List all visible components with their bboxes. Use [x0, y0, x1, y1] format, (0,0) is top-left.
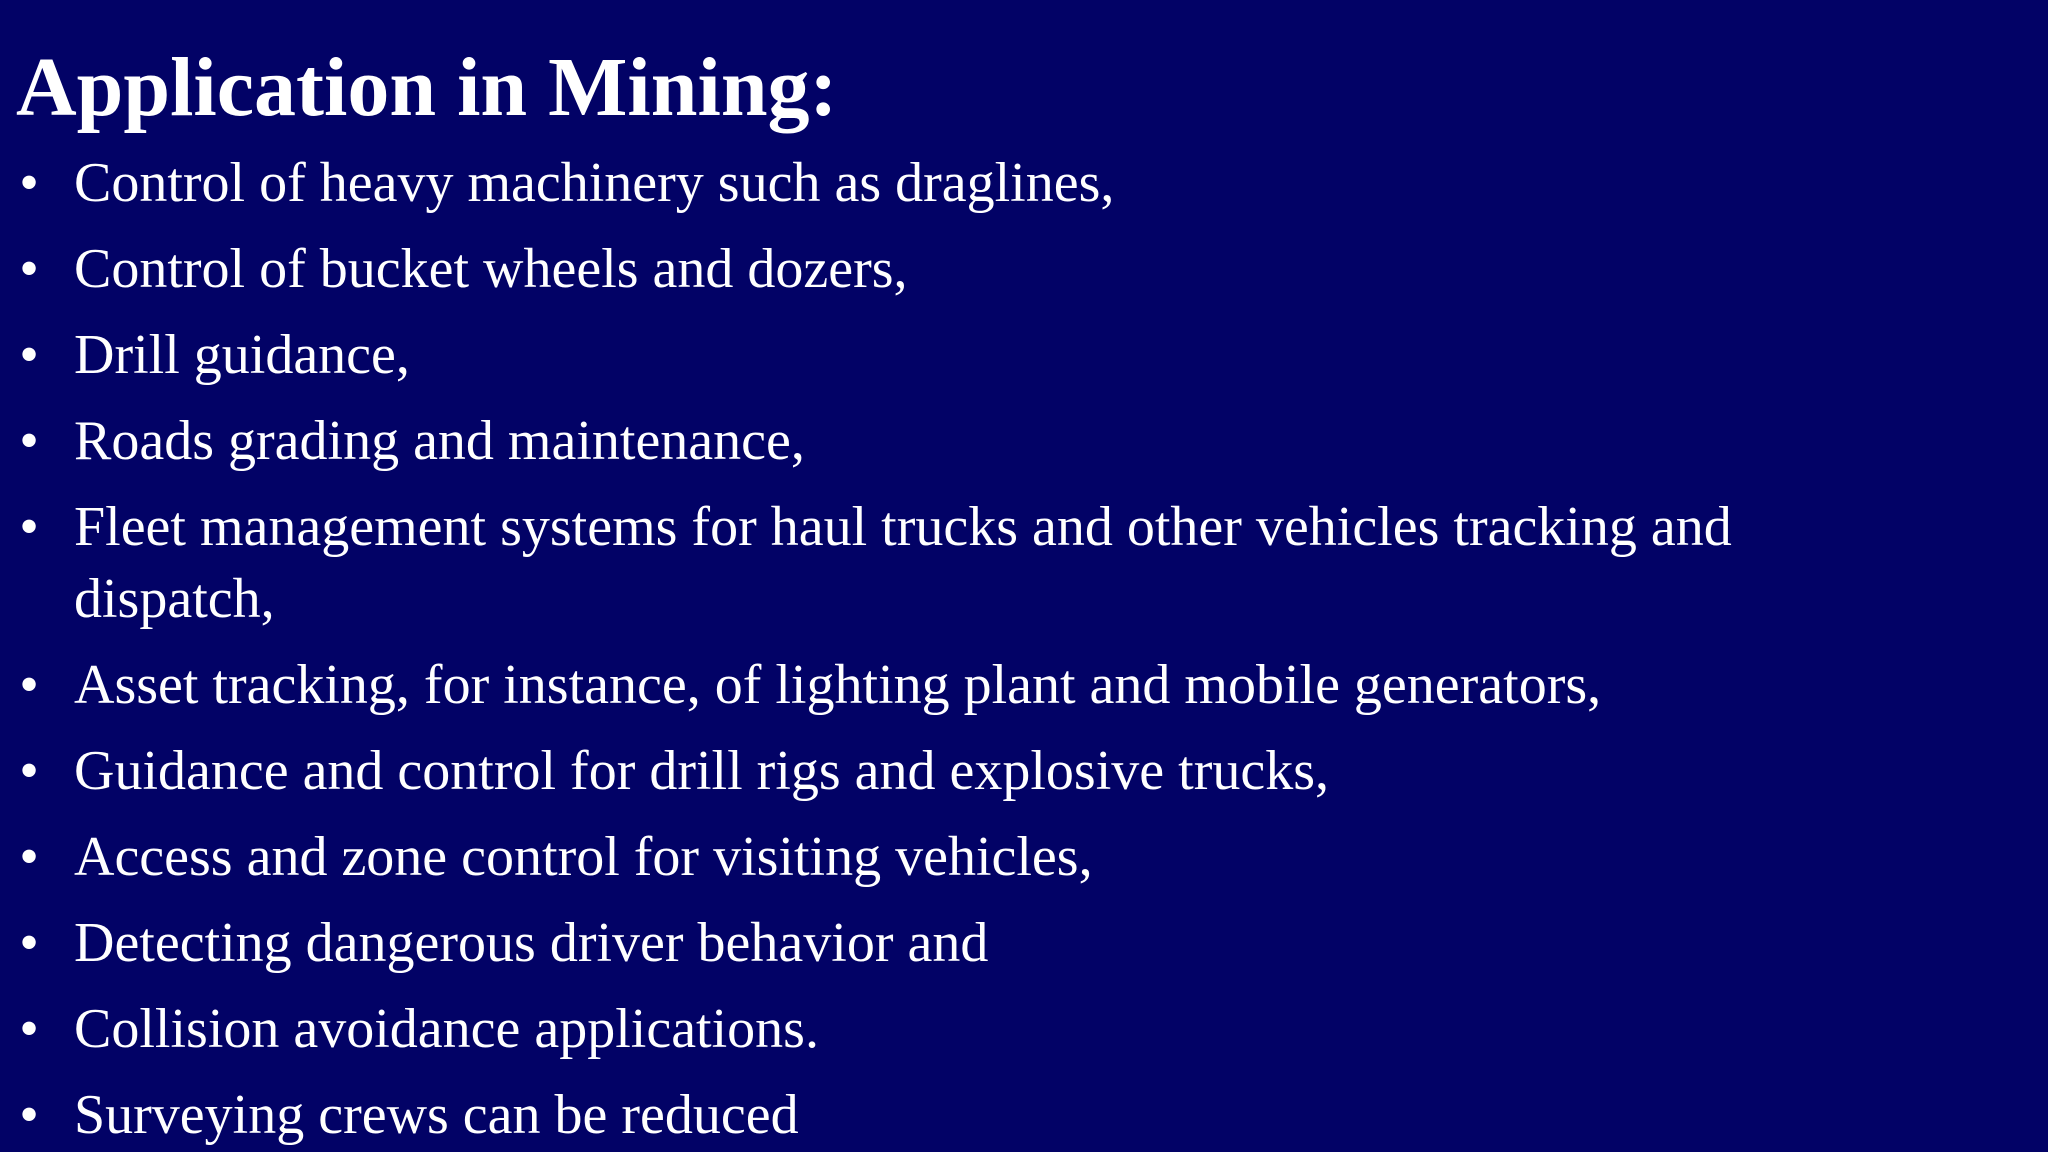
bullet-text: Surveying crews can be reduced	[74, 1084, 799, 1146]
slide-title: Application in Mining:	[16, 41, 838, 134]
bullet-item	[0, 649, 2048, 721]
bullet-item	[0, 147, 2048, 219]
bullet-list	[0, 147, 2048, 1152]
bullet-icon: •	[19, 1084, 39, 1146]
bullet-icon: •	[19, 740, 39, 802]
bullet-text: Access and zone control for visiting vehicles,	[74, 826, 1093, 888]
bullet-text: Roads grading and maintenance,	[74, 410, 805, 472]
bullet-text: Collision avoidance applications.	[74, 998, 819, 1060]
bullet-icon: •	[19, 998, 39, 1060]
bullet-text: Guidance and control for drill rigs and explosive trucks,	[74, 740, 1329, 802]
bullet-item	[0, 993, 2048, 1065]
bullet-text: Asset tracking, for instance, of lighting plant and mobile generators,	[74, 654, 1602, 716]
bullet-item	[0, 405, 2048, 477]
bullet-item	[0, 907, 2048, 979]
bullet-icon: •	[19, 654, 39, 716]
bullet-text: Control of heavy machinery such as draglines,	[74, 152, 1115, 214]
bullet-icon: •	[19, 496, 39, 558]
bullet-icon: •	[19, 238, 39, 300]
bullet-text: Fleet management systems for haul trucks and other vehicles tracking and dispatch,	[74, 496, 1732, 630]
bullet-item	[0, 821, 2048, 893]
bullet-text: Detecting dangerous driver behavior and	[74, 912, 989, 974]
bullet-icon: •	[19, 912, 39, 974]
bullet-icon: •	[19, 826, 39, 888]
bullet-text: Drill guidance,	[74, 324, 410, 386]
bullet-icon: •	[19, 152, 39, 214]
bullet-icon: •	[19, 410, 39, 472]
bullet-item	[0, 233, 2048, 305]
bullet-item	[0, 735, 2048, 807]
bullet-item	[0, 319, 2048, 391]
bullet-item	[0, 491, 2048, 635]
bullet-icon: •	[19, 324, 39, 386]
bullet-item	[0, 1079, 2048, 1151]
bullet-text: Control of bucket wheels and dozers,	[74, 238, 908, 300]
